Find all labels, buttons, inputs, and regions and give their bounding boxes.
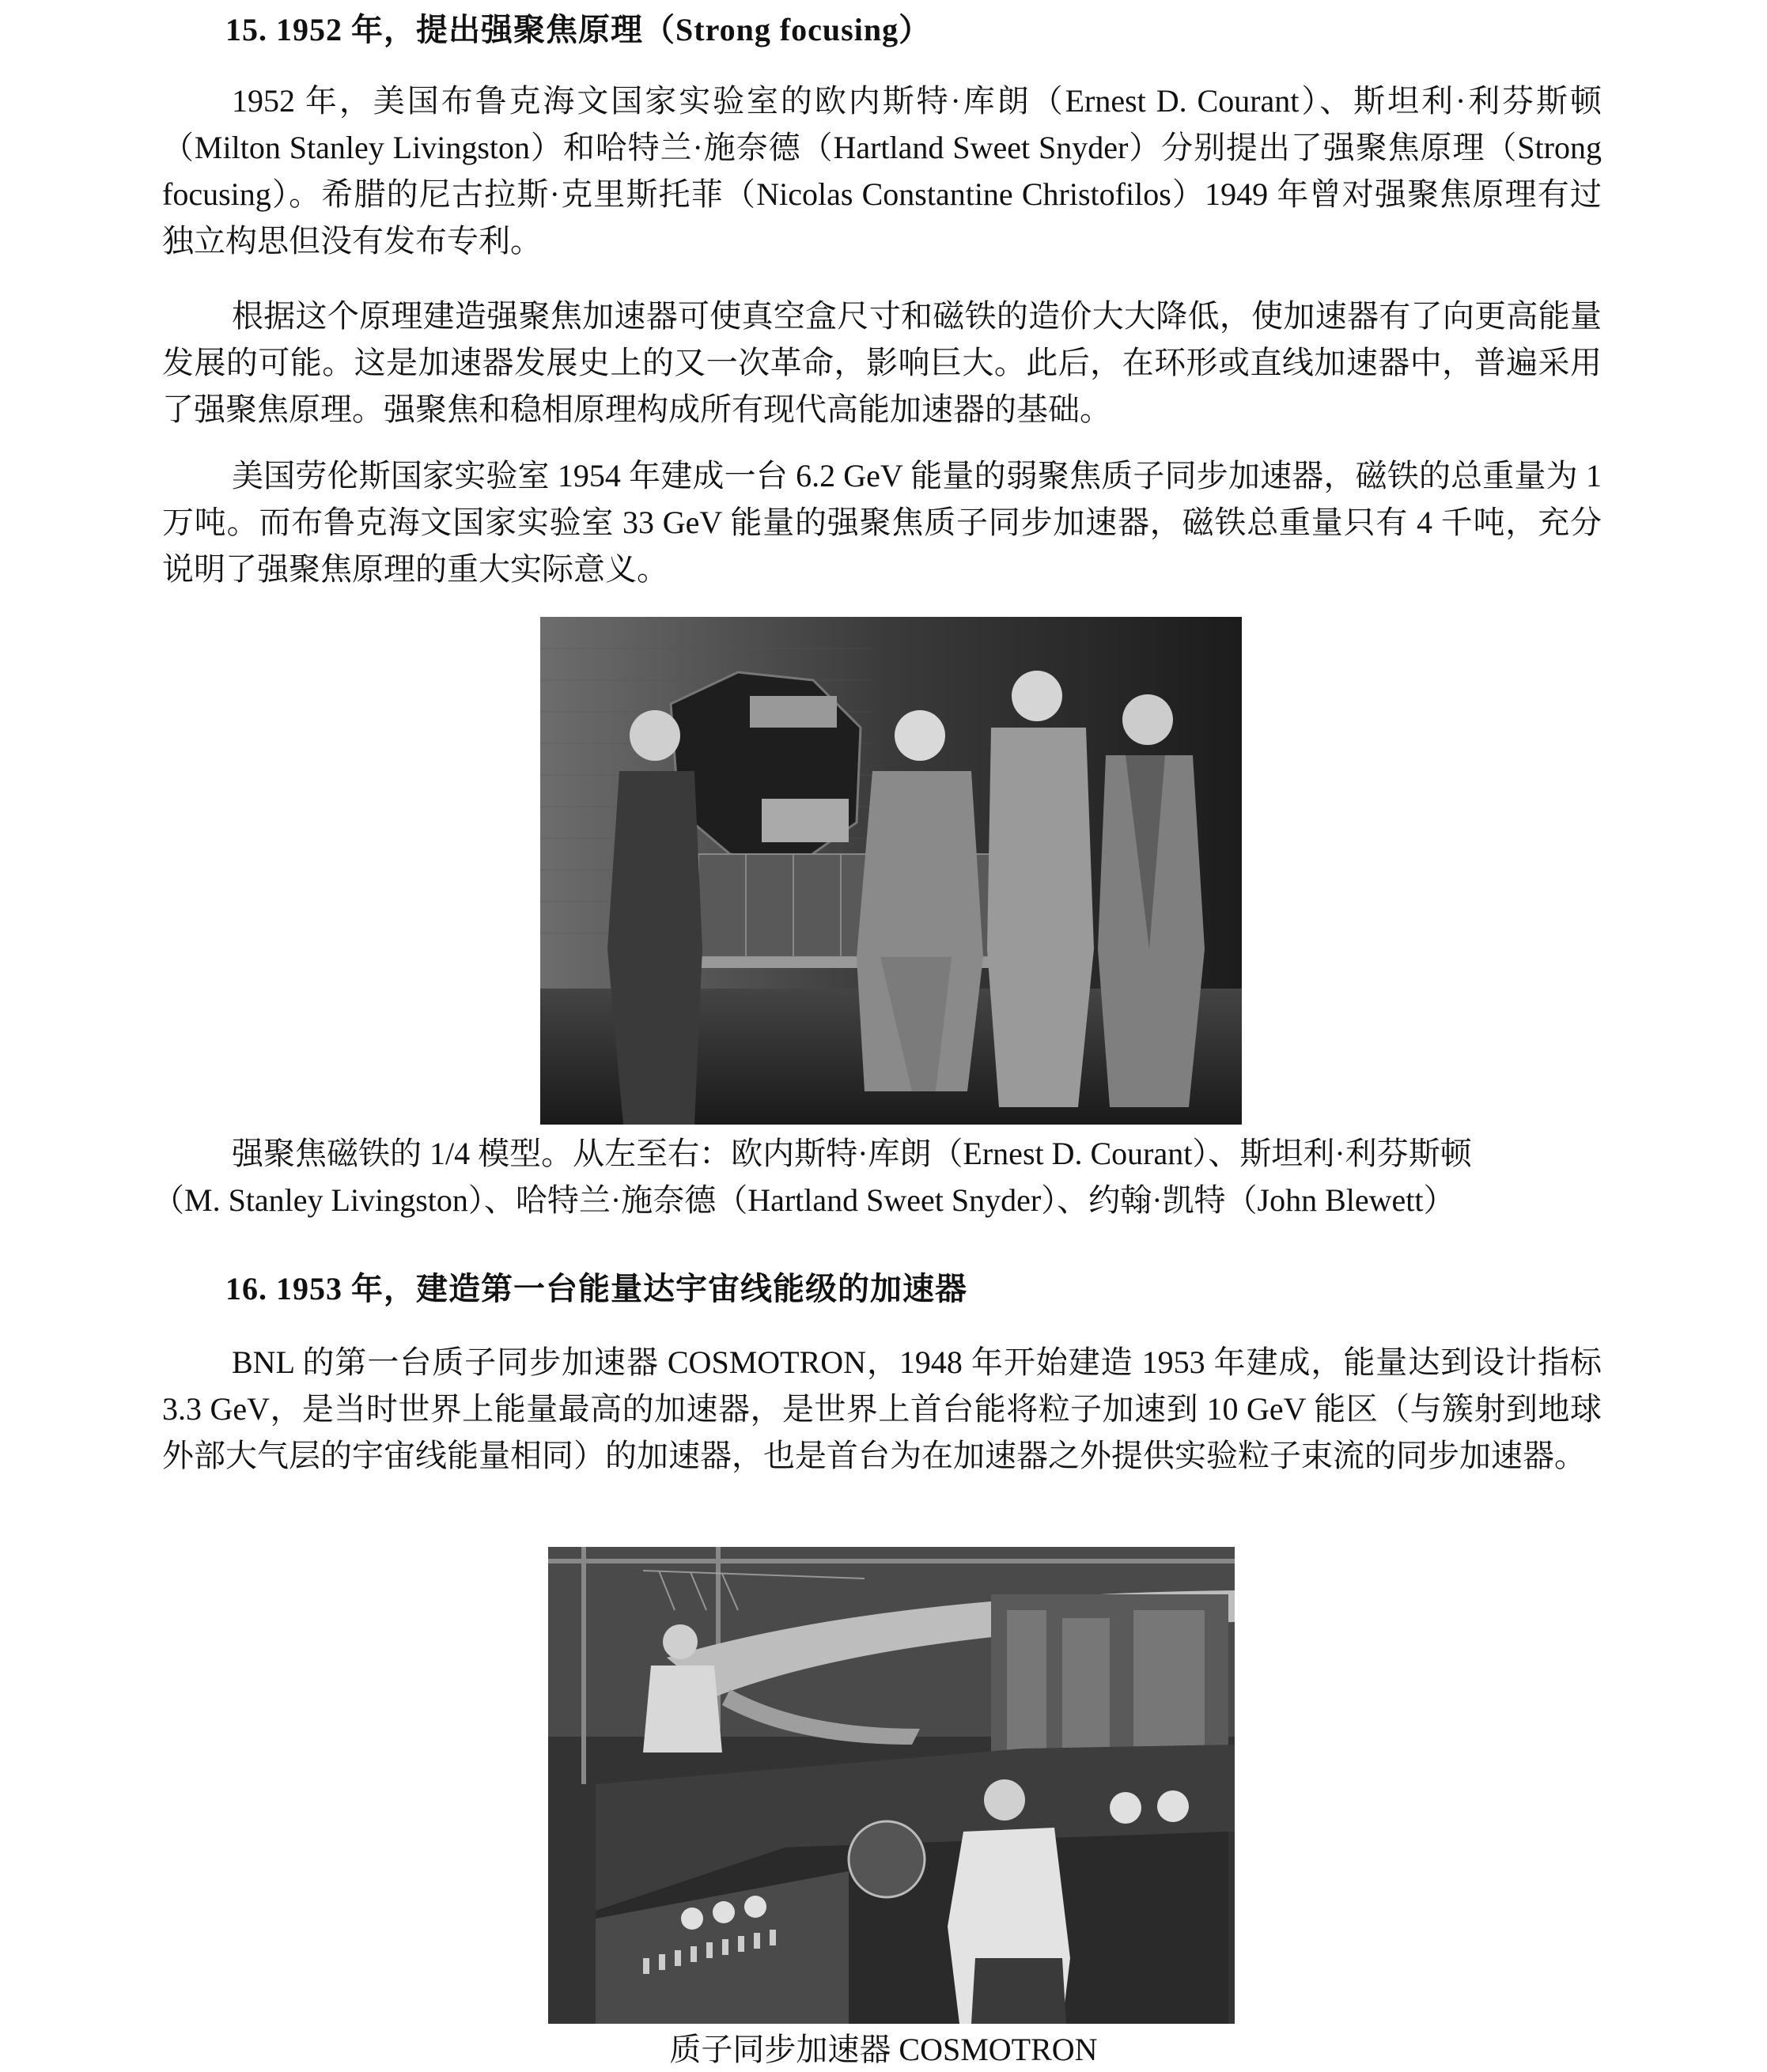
photo-1-caption-line-2: （M. Stanley Livingston）、哈特兰·施奈德（Hartland Sweet Snyder）、约翰·凯特（John Blewett） xyxy=(153,1182,1455,1218)
section-16-heading: 16. 1953 年，建造第一台能量达宇宙线能级的加速器 xyxy=(225,1271,967,1306)
section-15-paragraph-1: 1952 年，美国布鲁克海文国家实验室的欧内斯特·库朗（Ernest D. Courant）、斯坦利·利芬斯顿（Milton Stanley Livingston）和哈特兰·施奈德（Hartland Sweet Snyder）分别提出了强聚焦原理（Strong focusing）。希腊的尼古拉斯·克里斯托菲（Nicolas Constantine Christofilos）1949 年曾对强聚焦原理有过独立构思但没有发布专利。 xyxy=(162,83,1602,259)
section-15-paragraph-3: 美国劳伦斯国家实验室 1954 年建成一台 6.2 GeV 能量的弱聚焦质子同步加速器，磁铁的总重量为 1 万吨。而布鲁克海文国家实验室 33 GeV 能量的强聚焦质子同步加速器，磁铁总重量只有 4 千吨，充分说明了强聚焦原理的重大实际意义。 xyxy=(162,458,1602,587)
photo-1-caption-line-1: 强聚焦磁铁的 1/4 模型。从左至右：欧内斯特·库朗（Ernest D. Courant）、斯坦利·利芬斯顿 xyxy=(232,1136,1472,1171)
strong-focusing-magnet-photo xyxy=(540,617,1242,1125)
section-15-paragraph-2: 根据这个原理建造强聚焦加速器可使真空盒尺寸和磁铁的造价大大降低，使加速器有了向更高能量发展的可能。这是加速器发展史上的又一次革命，影响巨大。此后，在环形或直线加速器中，普遍采用了强聚焦原理。强聚焦和稳相原理构成所有现代高能加速器的基础。 xyxy=(162,298,1602,427)
cosmotron-control-room-photo xyxy=(548,1547,1235,2024)
photo-1-caption xyxy=(153,1130,1602,1223)
section-15-heading: 15. 1952 年，提出强聚焦原理（Strong focusing） xyxy=(225,12,932,47)
photo-2-caption: 质子同步加速器 COSMOTRON xyxy=(669,2032,1098,2067)
section-16-paragraph-1: BNL 的第一台质子同步加速器 COSMOTRON，1948 年开始建造 1953 年建成，能量达到设计指标 3.3 GeV，是当时世界上能量最高的加速器，是世界上首台能将粒子加速到 10 GeV 能区（与簇射到地球外部大气层的宇宙线能量相同）的加速器，也是首台为在加速器之外提供实验粒子束流的同步加速器。 xyxy=(162,1344,1602,1473)
